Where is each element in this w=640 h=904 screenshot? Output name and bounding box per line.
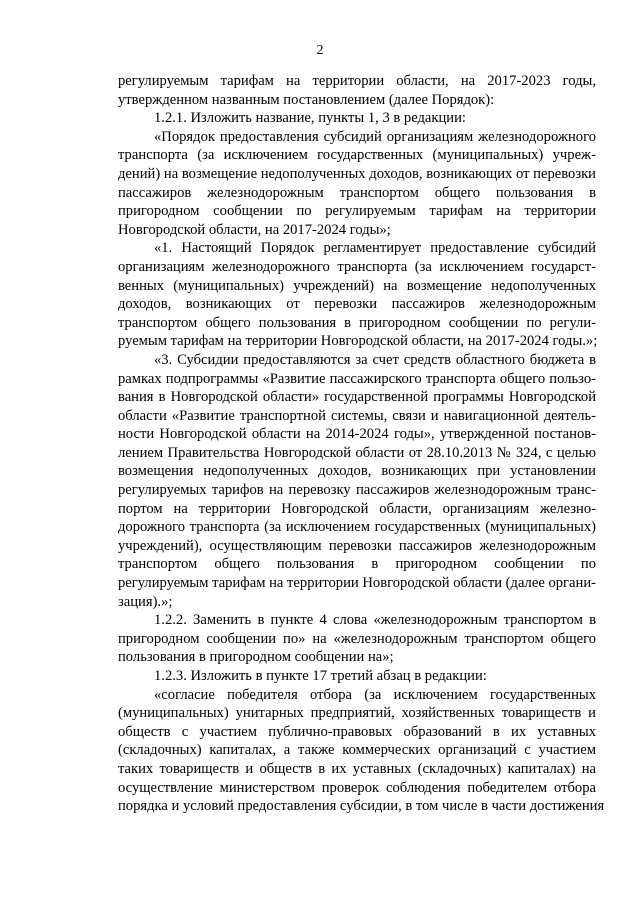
text-line: доходов, возникающих от перевозки пассажиров железнодорожным [118,296,596,313]
text-line: 1.2.2. Заменить в пункте 4 слова «железнодорожным транспортом в [154,612,596,629]
text-line: 1.2.1. Изложить название, пункты 1, 3 в редакции: [154,110,466,127]
text-line: транспортом общего пользования в пригородном сообщении по регули- [118,314,596,331]
text-line: «3. Субсидии предоставляются за счет средств областного бюджета в [154,351,596,368]
text-line: «1. Настоящий Порядок регламентирует предоставление субсидий [154,240,596,257]
text-line: пользования в пригородном сообщении на»; [118,649,394,666]
text-line: 1.2.3. Изложить в пункте 17 третий абзац в редакции: [154,668,487,684]
text-line: регулируемым тарифам на территории Новгородской области (далее органи- [118,575,596,592]
text-line: возмещения недополученных доходов, возникающих при установлении [118,463,596,480]
text-line: «согласие победителя отбора (за исключением государственных [154,686,596,703]
text-line: транспортом общего пользования в пригородном сообщении по [118,556,596,573]
text-line: утвержденном названным постановлением (далее Порядок): [118,91,495,108]
text-line: дений) на возмещение недополученных доходов, возникающих от перевозки [118,165,596,182]
text-line: «Порядок предоставления субсидий организациям железнодорожного [154,128,596,145]
text-line: (складочных) капиталах, а также коммерческих организаций с участием [118,742,596,759]
page-number: 2 [316,43,324,58]
text-line: рамках подпрограммы «Развитие пассажирского транспорта общего пользо- [118,370,596,387]
text-line: вания в Новгородской области» государственной программы Новгородской [118,389,596,406]
text-line: лением Правительства Новгородской области от 28.10.2013 № 324, с целью [118,444,596,461]
text-line: руемым тарифам на территории Новгородской области, на 2017-2024 годы.»; [118,333,598,350]
text-line: организациям железнодорожного транспорта (за исключением государст- [118,258,596,275]
text-line: области «Развитие транспортной системы, связи и навигационной деятель- [118,407,596,424]
text-line: пассажиров железнодорожным транспортом общего пользования в [118,184,596,201]
document-body [118,72,605,816]
text-line: транспорта (за исключением государственных (муниципальных) учреж- [118,147,596,164]
text-line: Новгородской области, на 2017-2024 годы»; [118,221,391,238]
text-line: порядка и условий предоставления субсидии, в том числе в части достижения [118,798,605,815]
text-line: пригородном сообщении по регулируемым тарифам на территории [118,203,596,220]
text-line: венных (муниципальных) учреждений) на возмещение недополученных [118,277,596,294]
text-line: обществ с участием публично-правовых образований в их уставных [118,723,596,740]
text-line: пригородном сообщении по» на «железнодорожным транспортом общего [118,630,596,647]
text-line: регулируемых тарифов на перевозку пассажиров железнодорожным транс- [118,482,596,499]
text-line: регулируемым тарифам на территории области, на 2017-2023 годы, [118,73,596,89]
text-line: учреждений), осуществляющим перевозки пассажиров железнодорожным [118,537,596,554]
text-line: осуществление министерством проверок соблюдения победителем отбора [118,779,596,796]
text-line: (муниципальных) унитарных предприятий, хозяйственных товариществ и [118,705,596,722]
text-line: зация).»; [118,593,173,610]
text-line: дорожного транспорта (за исключением государственных (муниципальных) [118,519,596,536]
text-line: ности Новгородской области на 2014-2024 годы», утвержденной постанов- [118,426,596,443]
text-line: портом на территории Новгородской области, организациям железно- [118,500,596,517]
text-line: таких товариществ и обществ в их уставных (складочных) капиталах) на [118,760,596,777]
